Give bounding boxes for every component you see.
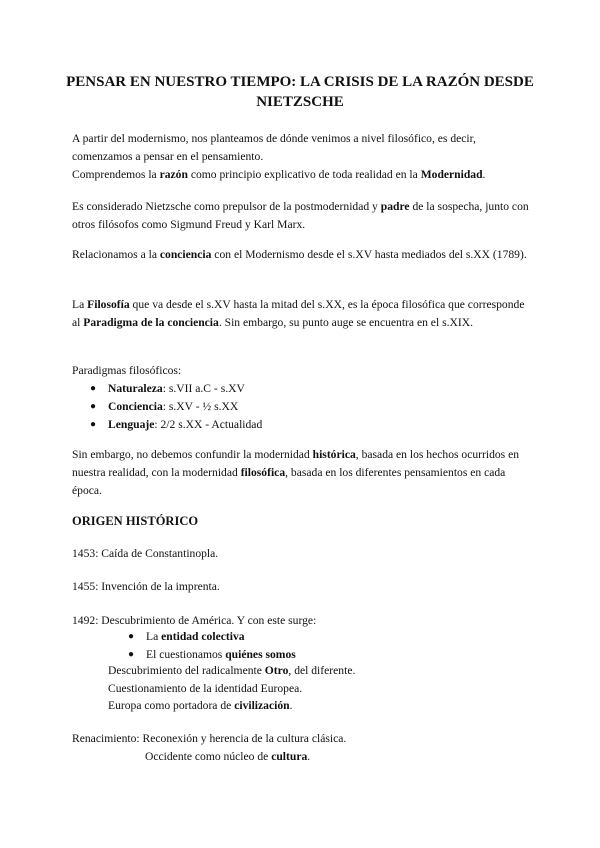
- text: Descubrimiento del radicalmente: [108, 664, 265, 677]
- text: , basada en los diferentes pensamientos en cada época.: [72, 466, 506, 497]
- paragraph-conciencia: [72, 246, 532, 264]
- bold-text: Filosofía: [87, 298, 130, 311]
- paragraph-filosofia: [72, 296, 532, 332]
- text: La: [146, 630, 162, 643]
- bold-text: razón: [159, 168, 188, 181]
- paragraph-modernidad: [72, 446, 532, 500]
- renacimiento-cultura: [145, 748, 310, 766]
- text: El cuestionamos: [146, 648, 226, 661]
- bold-text: Otro: [264, 664, 289, 677]
- text: .: [482, 168, 486, 181]
- bullet-icon: ●: [90, 419, 97, 430]
- bullet-icon: ●: [128, 649, 135, 660]
- list-item: [90, 398, 262, 416]
- text: Europa como portadora de: [108, 699, 235, 712]
- bullet-icon: ●: [128, 631, 135, 642]
- paradigmas-list: [90, 380, 262, 434]
- text: Sin embargo, no debemos confundir la modernidad: [72, 448, 313, 461]
- text: Es considerado Nietzsche como prepulsor de la postmodernidad y: [72, 200, 381, 213]
- text: : s.VII a.C - s.XV: [162, 382, 245, 395]
- paragraph-nietzsche: [72, 198, 532, 234]
- bullet-icon: ●: [90, 383, 97, 394]
- text: La: [72, 298, 88, 311]
- text: con el Modernismo desde el s.XV hasta mediados del s.XX (1789).: [211, 248, 527, 261]
- bold-text: Modernidad: [420, 168, 483, 181]
- text: como principio explicativo de toda realidad en la: [187, 168, 421, 181]
- bold-text: civilización: [234, 699, 290, 712]
- text: .: [307, 750, 311, 763]
- bullet-icon: ●: [90, 401, 97, 412]
- text: , del diferente.: [288, 664, 356, 677]
- text: .: [289, 699, 293, 712]
- text: . Sin embargo, su punto auge se encuentra en el s.XIX.: [218, 316, 473, 329]
- text: Relacionamos a la: [72, 248, 160, 261]
- text: A partir del modernismo, nos planteamos de dónde venimos a nivel filosófico, es decir,: [72, 132, 476, 145]
- list-item: [90, 380, 262, 398]
- bold-text: conciencia: [159, 248, 212, 261]
- bold-text: histórica: [312, 448, 356, 461]
- renacimiento: Renacimiento: Reconexión y herencia de la cultura clásica.: [72, 732, 347, 745]
- bold-text: Conciencia: [108, 400, 163, 413]
- detail-civilizacion: [108, 697, 293, 715]
- text: Occidente como núcleo de: [145, 750, 272, 763]
- paragraph-modernismo: [72, 130, 532, 184]
- bold-text: Paradigma de la conciencia: [83, 316, 219, 329]
- section-heading: ORIGEN HISTÓRICO: [72, 514, 199, 528]
- bold-text: Lenguaje: [108, 418, 155, 431]
- detail-identidad: Cuestionamiento de la identidad Europea.: [108, 682, 303, 695]
- list-item: [90, 416, 262, 434]
- bold-text: quiénes somos: [225, 648, 296, 661]
- bold-text: Naturaleza: [108, 382, 163, 395]
- text: que va desde el s.XV hasta la mitad del s.XX, es la época filosófica que corresponde al: [72, 298, 525, 329]
- paradigmas-intro: Paradigmas filosóficos:: [72, 364, 182, 377]
- event-1492-list: [128, 628, 296, 664]
- list-item: [128, 628, 296, 646]
- bold-text: padre: [380, 200, 410, 213]
- text: : s.XV - ½ s.XX: [162, 400, 239, 413]
- page-title: PENSAR EN NUESTRO TIEMPO: LA CRISIS DE LA RAZÓN DESDE NIETZSCHE: [66, 74, 534, 110]
- text: Comprendemos la: [72, 168, 160, 181]
- text: , basada en los hechos ocurridos en nuestra realidad, con la modernidad: [72, 448, 520, 479]
- event-1453: 1453: Caída de Constantinopla.: [72, 547, 219, 560]
- event-1492: 1492: Descubrimiento de América. Y con este surge:: [72, 614, 317, 627]
- detail-otro: [108, 662, 355, 680]
- text: de la sospecha, junto con otros filósofos como Sigmund Freud y Karl Marx.: [72, 200, 529, 231]
- text: : 2/2 s.XX - Actualidad: [154, 418, 263, 431]
- bold-text: cultura: [271, 750, 308, 763]
- bold-text: entidad colectiva: [161, 630, 245, 643]
- bold-text: filosófica: [240, 466, 286, 479]
- text: comenzamos a pensar en el pensamiento.: [72, 150, 264, 163]
- event-1455: 1455: Invención de la imprenta.: [72, 580, 220, 593]
